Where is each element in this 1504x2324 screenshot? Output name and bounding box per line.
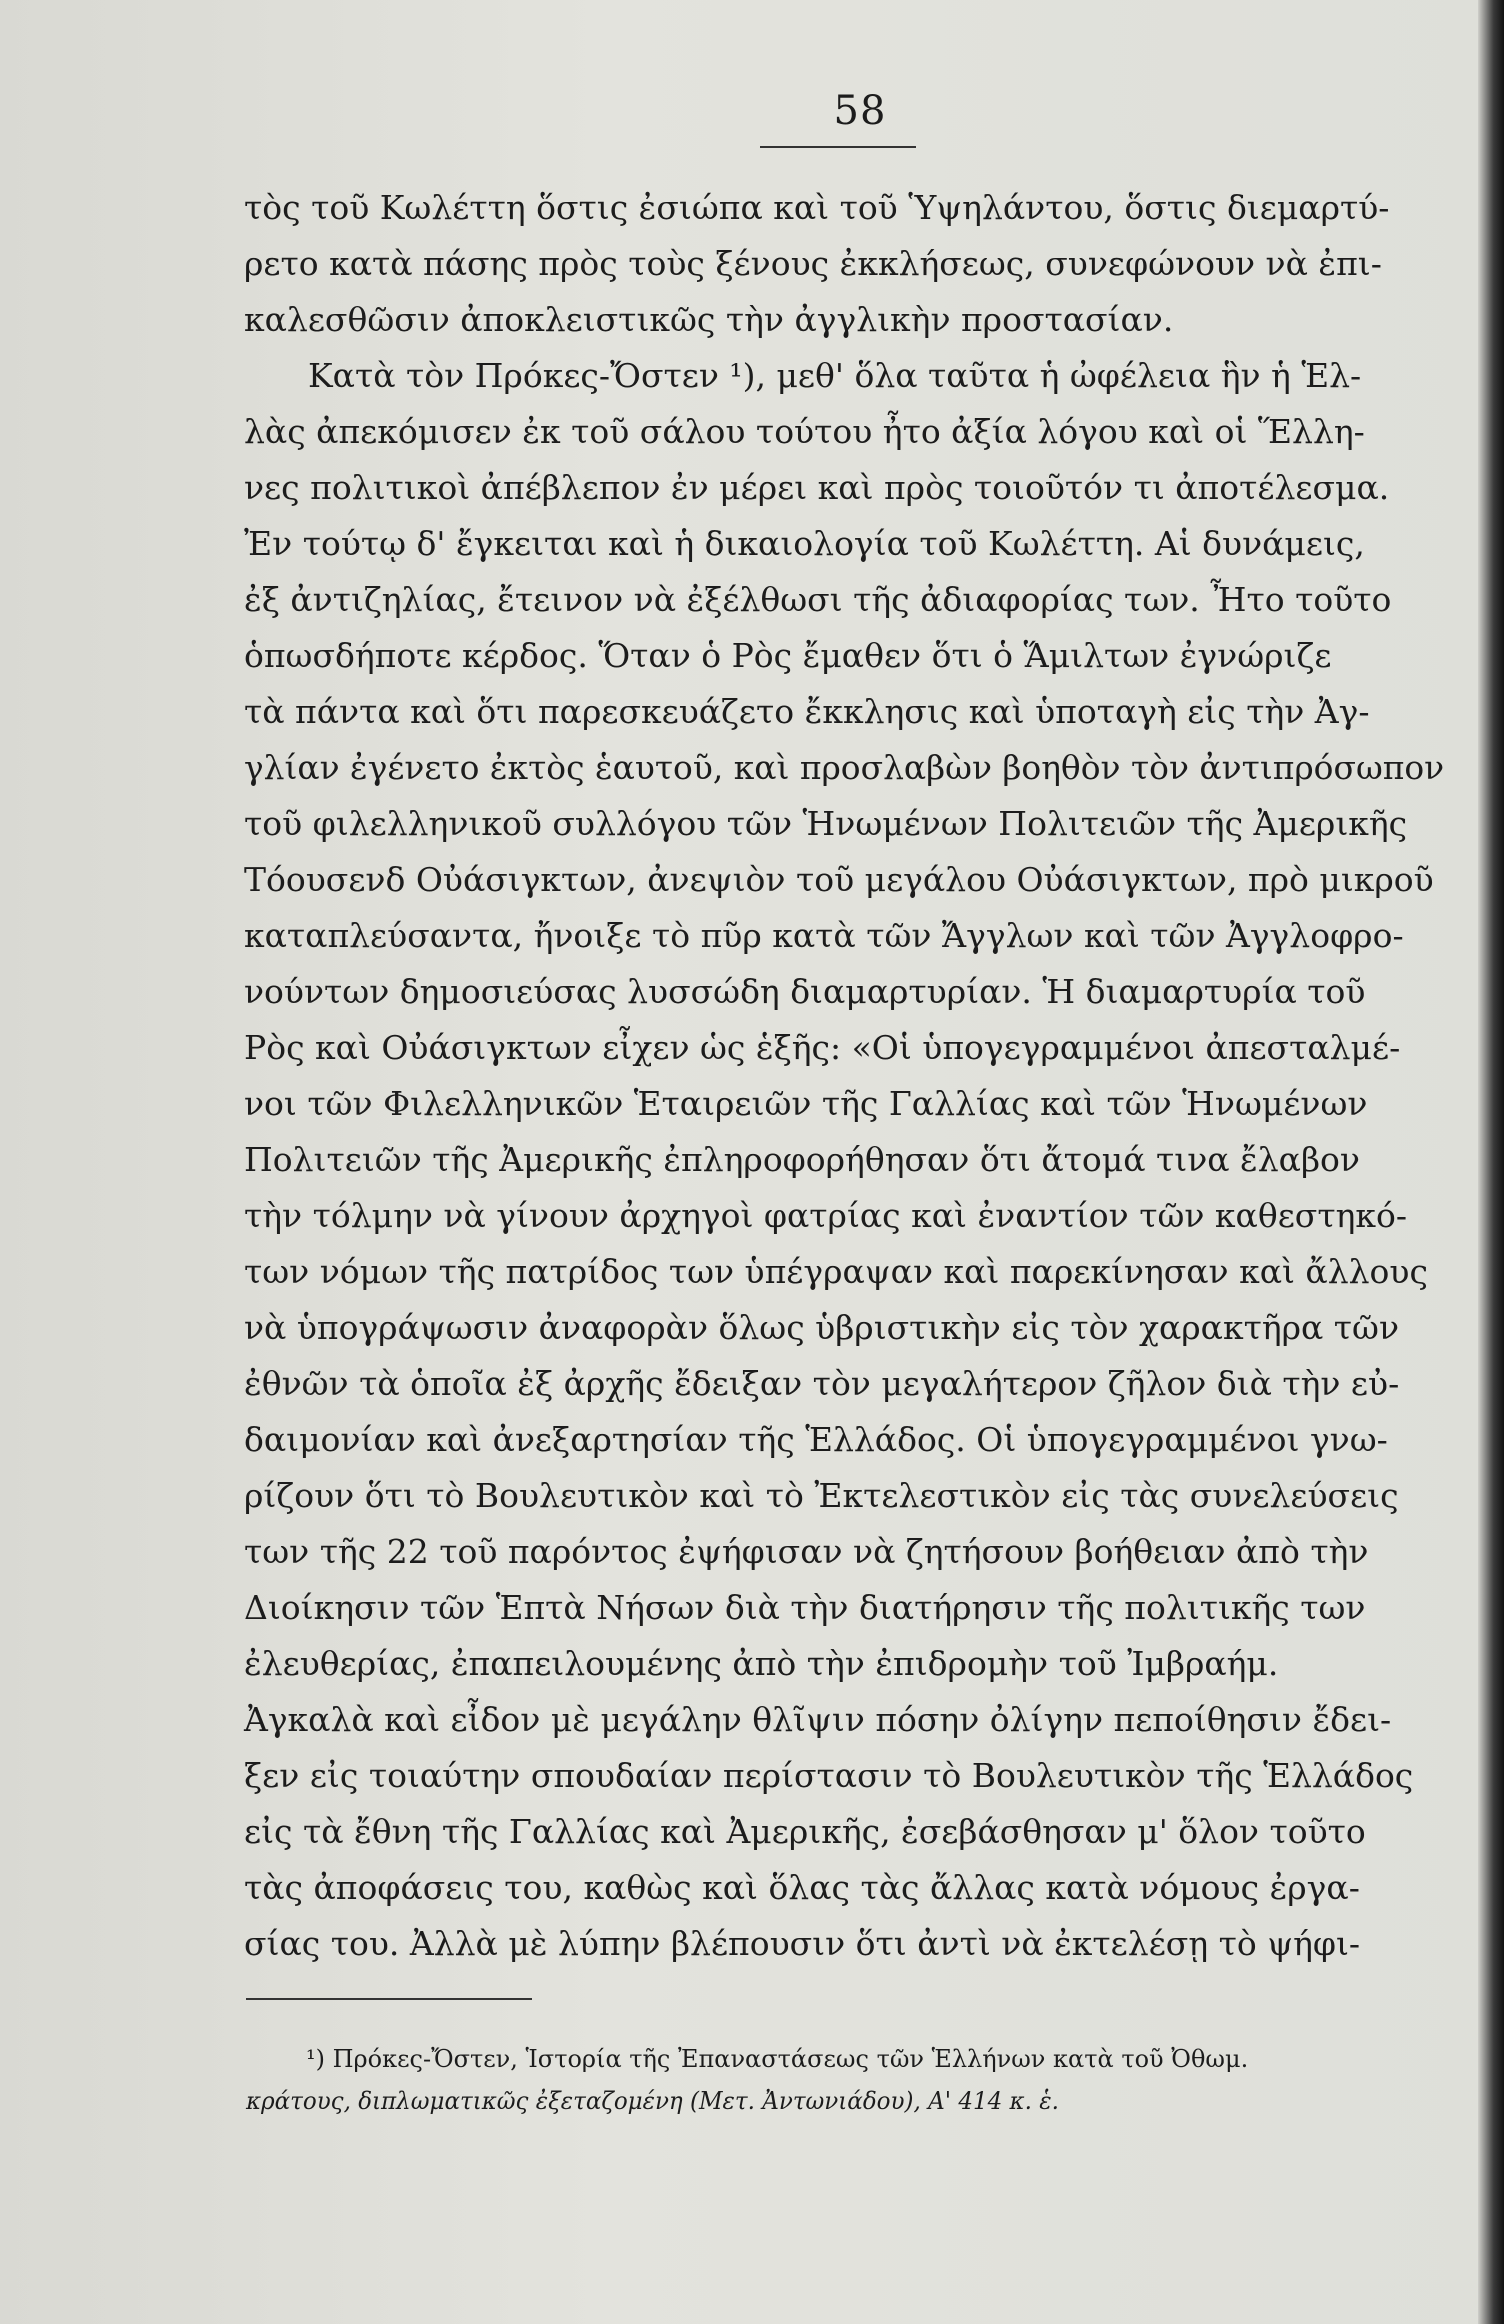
text-line: γλίαν ἐγένετο ἐκτὸς ἑαυτοῦ, καὶ προσλαβὼν βοηθὸν τὸν ἀντιπρόσωπον [244, 748, 1445, 787]
text-line: τὰς ἀποφάσεις του, καθὼς καὶ ὅλας τὰς ἄλλας κατὰ νόμους ἐργα- [244, 1868, 1360, 1907]
text-line: σίας του. Ἀλλὰ μὲ λύπην βλέπουσιν ὅτι ἀντὶ νὰ ἐκτελέσῃ τὸ ψήφι- [244, 1924, 1361, 1963]
text-line: ἐλευθερίας, ἐπαπειλουμένης ἀπὸ τὴν ἐπιδρομὴν τοῦ Ἰμβραήμ. [244, 1644, 1279, 1683]
text-line: ρετο κατὰ πάσης πρὸς τοὺς ξένους ἐκκλήσεως, συνεφώνουν νὰ ἐπι- [244, 244, 1382, 283]
text-line: νοι τῶν Φιλελληνικῶν Ἑταιρειῶν τῆς Γαλλίας καὶ τῶν Ἡνωμένων [244, 1084, 1368, 1123]
text-line: τοῦ φιλελληνικοῦ συλλόγου τῶν Ἡνωμένων Πολιτειῶν τῆς Ἀμερικῆς [244, 804, 1408, 843]
text-line: Ἀγκαλὰ καὶ εἶδον μὲ μεγάλην θλῖψιν πόσην ὀλίγην πεποίθησιν ἔδει- [244, 1700, 1392, 1739]
text-line: νες πολιτικοὶ ἀπέβλεπον ἐν μέρει καὶ πρὸς τοιοῦτόν τι ἀποτέλεσμα. [244, 468, 1390, 507]
text-line: Ἐν τούτῳ δ' ἔγκειται καὶ ἡ δικαιολογία τοῦ Κωλέττη. Αἱ δυνάμεις, [244, 524, 1365, 563]
text-line: Διοίκησιν τῶν Ἑπτὰ Νήσων διὰ τὴν διατήρησιν τῆς πολιτικῆς των [244, 1588, 1366, 1627]
text-line: ἐθνῶν τὰ ὁποῖα ἐξ ἀρχῆς ἔδειξαν τὸν μεγαλήτερον ζῆλον διὰ τὴν εὐ- [244, 1364, 1400, 1403]
text-line: τὰ πάντα καὶ ὅτι παρεσκευάζετο ἔκκλησις καὶ ὑποταγὴ εἰς τὴν Ἀγ- [244, 692, 1370, 731]
text-line: Τόουσενδ Οὐάσιγκτων, ἀνεψιὸν τοῦ μεγάλου Οὐάσιγκτων, πρὸ μικροῦ [244, 860, 1434, 899]
text-line: εἰς τὰ ἔθνη τῆς Γαλλίας καὶ Ἀμερικῆς, ἐσεβάσθησαν μ' ὅλον τοῦτο [244, 1812, 1366, 1851]
text-line: νὰ ὑπογράψωσιν ἀναφορὰν ὅλως ὑβριστικὴν εἰς τὸν χαρακτῆρα τῶν [244, 1308, 1400, 1347]
text-line: ρίζουν ὅτι τὸ Βουλευτικὸν καὶ τὸ Ἐκτελεστικὸν εἰς τὰς συνελεύσεις [244, 1476, 1399, 1515]
text-line: ὁπωσδήποτε κέρδος. Ὅταν ὁ Ρὸς ἔμαθεν ὅτι ὁ Ἅμιλτων ἐγνώριζε [244, 636, 1332, 675]
text-line: νούντων δημοσιεύσας λυσσώδη διαμαρτυρίαν. Ἡ διαμαρτυρία τοῦ [244, 972, 1366, 1011]
text-line: Ρὸς καὶ Οὐάσιγκτων εἶχεν ὡς ἑξῆς: «Οἱ ὑπογεγραμμένοι ἀπεσταλμέ- [244, 1028, 1401, 1067]
text-line: των νόμων τῆς πατρίδος των ὑπέγραψαν καὶ παρεκίνησαν καὶ ἄλλους [244, 1252, 1428, 1291]
text-line: Πολιτειῶν τῆς Ἀμερικῆς ἐπληροφορήθησαν ὅτι ἄτομά τινα ἔλαβον [244, 1140, 1360, 1179]
text-line: ἐξ ἀντιζηλίας, ἔτεινον νὰ ἐξέλθωσι τῆς ἀδιαφορίας των. Ἦτο τοῦτο [244, 580, 1392, 619]
footnotes [246, 2038, 1446, 2122]
text-line: Κατὰ τὸν Πρόκες-Ὄστεν ¹), μεθ' ὅλα ταῦτα ἡ ὠφέλεια ἣν ἡ Ἑλ- [308, 356, 1362, 395]
footnote-line: ¹) Πρόκες-Ὄστεν, Ἱστορία τῆς Ἐπαναστάσεως τῶν Ἑλλήνων κατὰ τοῦ Ὀθωμ. [306, 2045, 1249, 2073]
text-line: δαιμονίαν καὶ ἀνεξαρτησίαν τῆς Ἑλλάδος. Οἱ ὑπογεγραμμένοι γνω- [244, 1420, 1388, 1459]
text-line: τὸς τοῦ Κωλέττη ὅστις ἐσιώπα καὶ τοῦ Ὑψηλάντου, ὅστις διεμαρτύ- [244, 188, 1390, 227]
text-line: τὴν τόλμην νὰ γίνουν ἀρχηγοὶ φατρίας καὶ ἐναντίον τῶν καθεστηκό- [244, 1196, 1407, 1235]
page-number-rule [760, 146, 916, 148]
page-number: 58 [833, 88, 887, 134]
page-edge-shadow [1478, 0, 1504, 2324]
text-line: των τῆς 22 τοῦ παρόντος ἐψήφισαν νὰ ζητήσουν βοήθειαν ἀπὸ τὴν [244, 1532, 1369, 1571]
footnote-line: κράτους, διπλωματικῶς ἐξεταζομένη (Μετ. Ἀντωνιάδου), Α' 414 κ. ἑ. [246, 2087, 1059, 2115]
body-text [244, 180, 1444, 1972]
text-line: ξεν εἰς τοιαύτην σπουδαίαν περίστασιν τὸ Βουλευτικὸν τῆς Ἑλλάδος [244, 1756, 1414, 1795]
footnote-rule [246, 1998, 532, 2000]
text-line: λὰς ἀπεκόμισεν ἐκ τοῦ σάλου τούτου ἦτο ἀξία λόγου καὶ οἱ Ἕλλη- [244, 412, 1365, 451]
text-line: καταπλεύσαντα, ἤνοιξε τὸ πῦρ κατὰ τῶν Ἄγγλων καὶ τῶν Ἀγγλοφρο- [244, 916, 1404, 955]
text-line: καλεσθῶσιν ἀποκλειστικῶς τὴν ἀγγλικὴν προστασίαν. [244, 300, 1174, 339]
